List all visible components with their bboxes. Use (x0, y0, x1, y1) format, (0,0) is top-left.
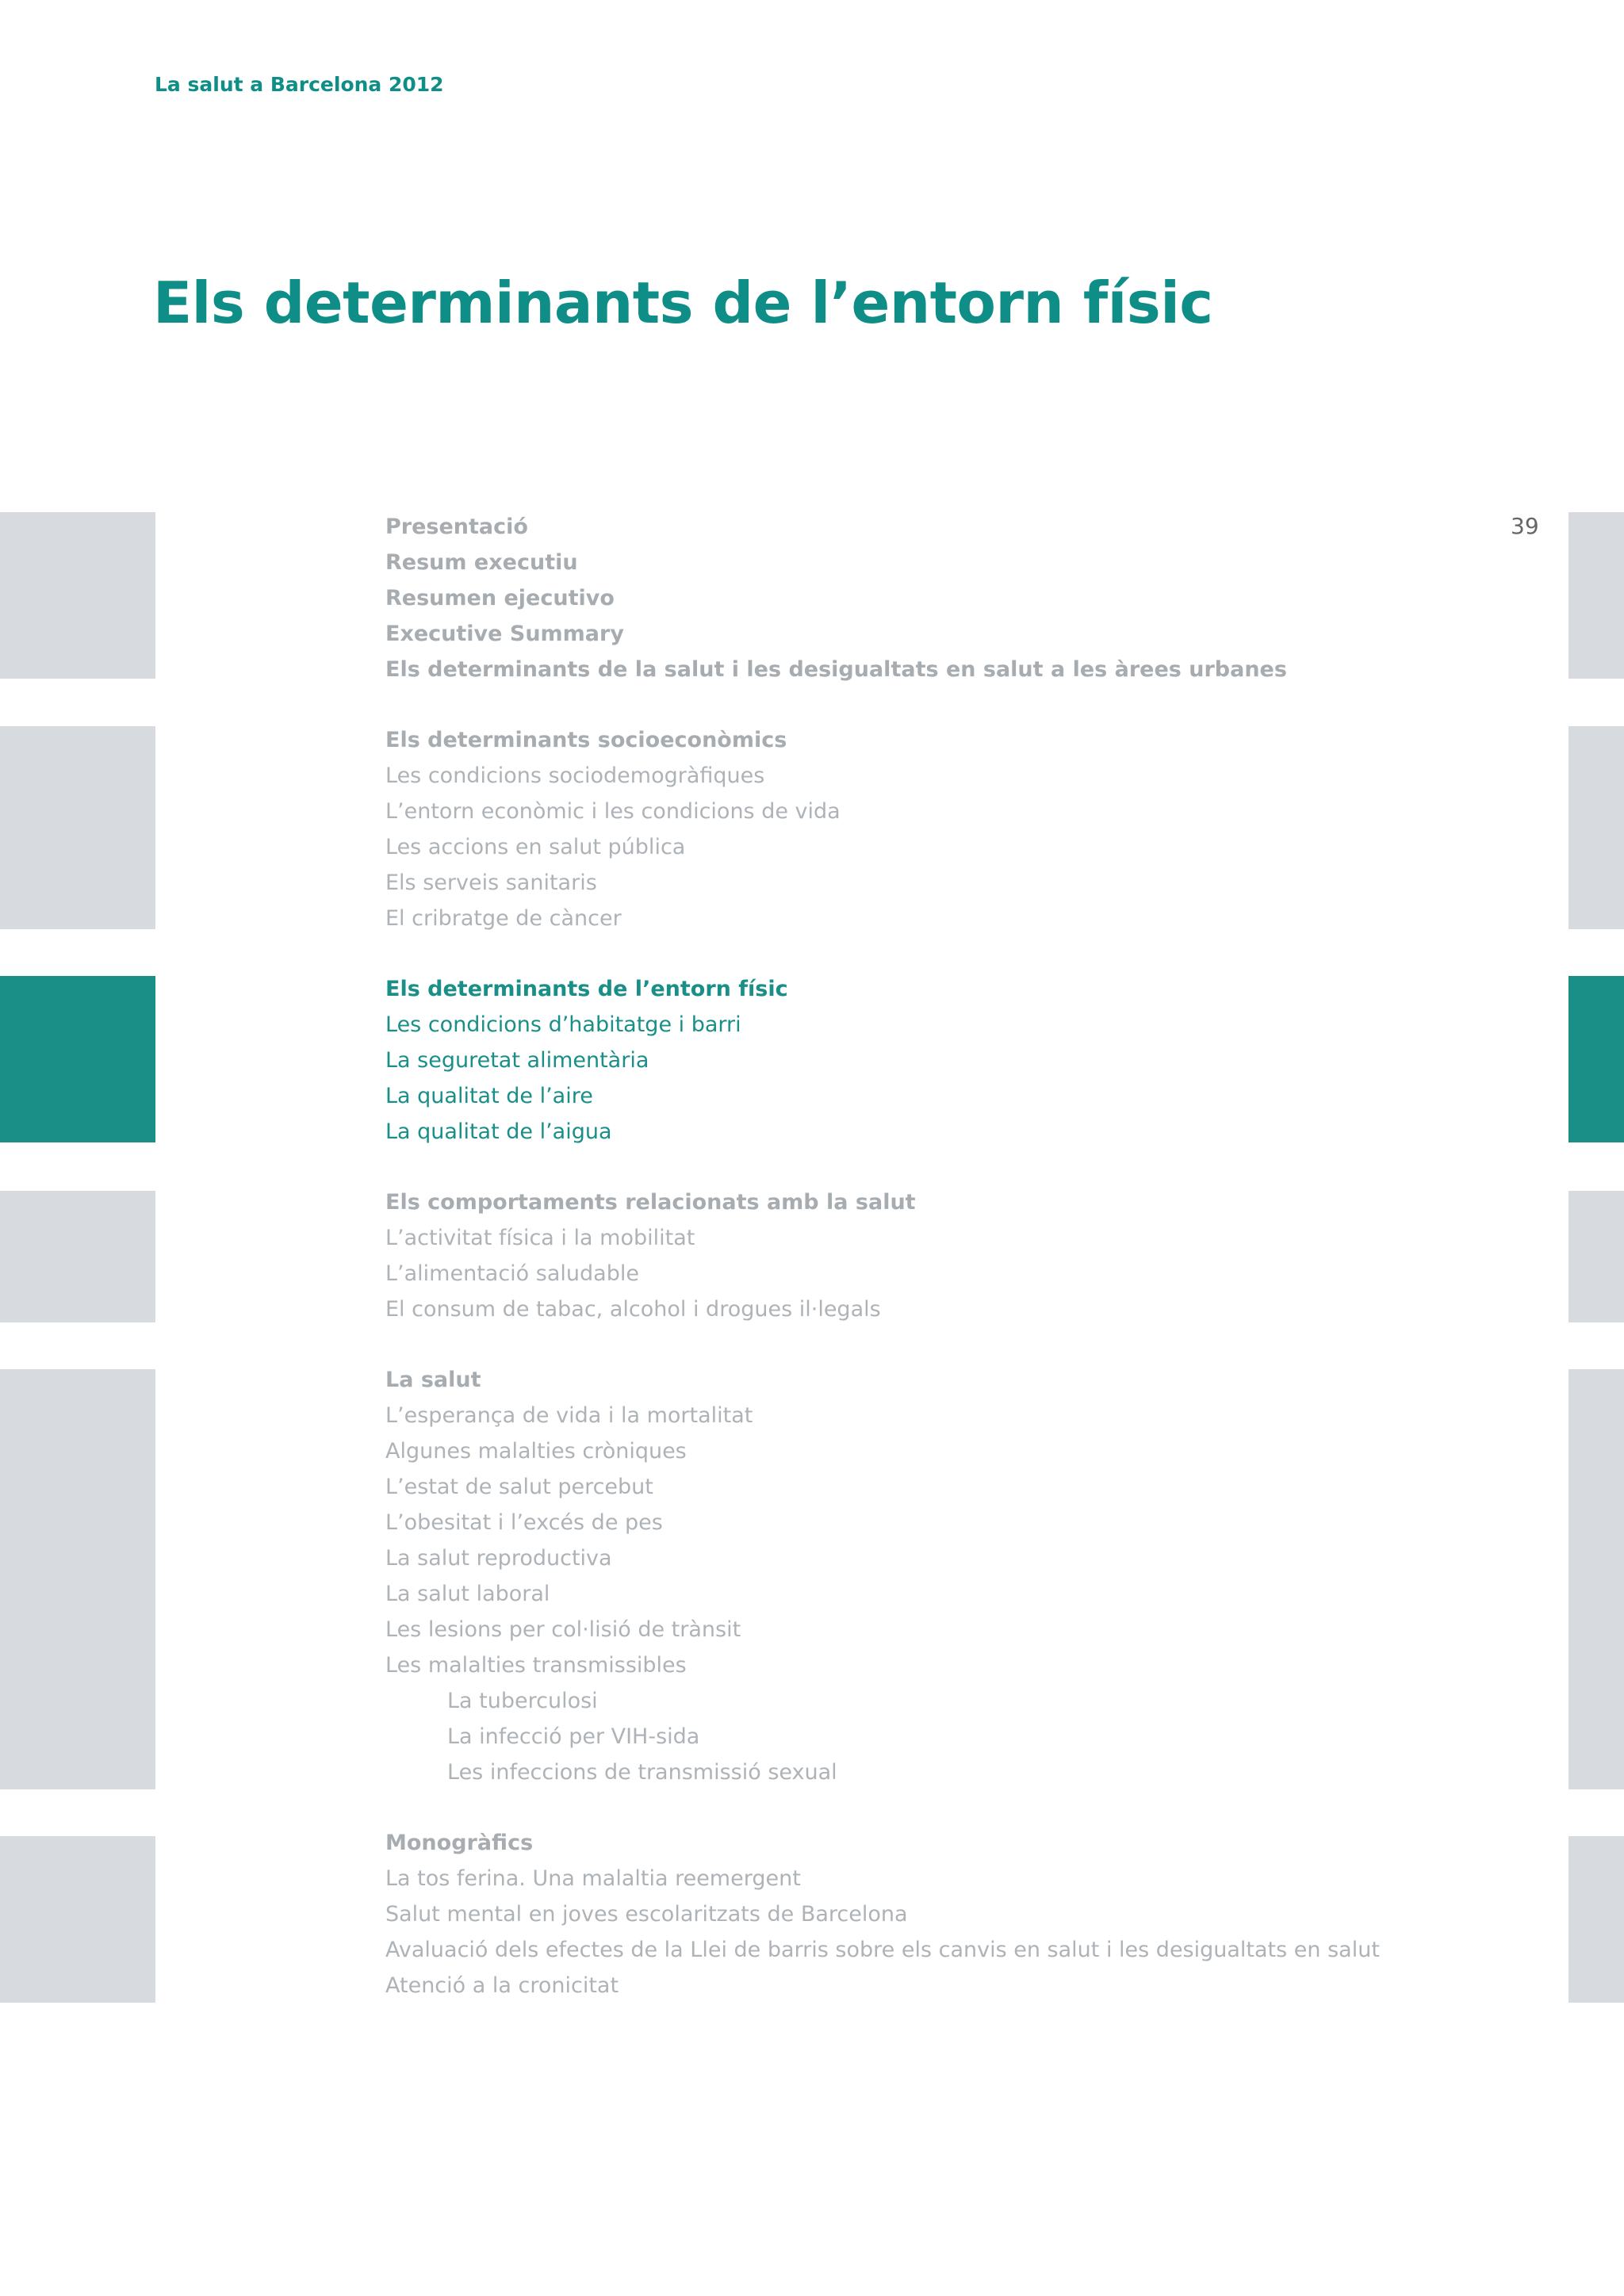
toc-item[interactable]: Atenció a la cronicitat (385, 1973, 619, 1998)
toc-section-heading[interactable]: Monogràfics (385, 1831, 534, 1855)
toc-item[interactable]: L’obesitat i l’excés de pes (385, 1510, 663, 1535)
toc-item[interactable]: El consum de tabac, alcohol i drogues il·legals (385, 1297, 881, 1322)
toc-item[interactable]: Avaluació dels efectes de la Llei de barris sobre els canvis en salut i les desigualtats en salut (385, 1938, 1380, 1962)
running-header: La salut a Barcelona 2012 (155, 73, 444, 96)
toc-item[interactable]: La tos ferina. Una malaltia reemergent (385, 1866, 801, 1891)
table-of-contents (385, 509, 1559, 2038)
toc-group-physical-environment (385, 971, 1559, 1150)
grid-pattern-left-mono (0, 1836, 155, 2003)
toc-section-heading[interactable]: Els comportaments relacionats amb la salut (385, 1190, 916, 1215)
toc-section-heading-current[interactable]: Els determinants de l’entorn físic (385, 977, 788, 1001)
toc-item[interactable]: La qualitat de l’aigua (385, 1119, 612, 1144)
toc-item[interactable]: L’activitat física i la mobilitat (385, 1226, 695, 1250)
page-number: 39 (1511, 513, 1539, 539)
toc-item[interactable]: El cribratge de càncer (385, 906, 622, 931)
toc-item[interactable]: La salut laboral (385, 1582, 550, 1606)
toc-item-determinants-salut[interactable]: Els determinants de la salut i les desigualtats en salut a les àrees urbanes (385, 657, 1287, 682)
toc-group-socioeconomic (385, 722, 1559, 936)
toc-item[interactable]: Els serveis sanitaris (385, 871, 597, 895)
grid-pattern-right-health (1568, 1369, 1624, 1789)
grid-pattern-right-behaviour (1568, 1191, 1624, 1322)
toc-item[interactable]: La qualitat de l’aire (385, 1084, 593, 1108)
toc-subitem[interactable]: Les infeccions de transmissió sexual (447, 1760, 837, 1785)
toc-item[interactable]: L’estat de salut percebut (385, 1475, 653, 1499)
toc-item[interactable]: La seguretat alimentària (385, 1048, 649, 1073)
grid-pattern-left-physical (0, 976, 155, 1142)
grid-pattern-right-physical (1568, 976, 1624, 1142)
grid-pattern-right-mono (1568, 1836, 1624, 2003)
chapter-title: Els determinants de l’entorn físic (153, 270, 1213, 336)
grid-pattern-left-health (0, 1369, 155, 1789)
toc-item[interactable]: L’entorn econòmic i les condicions de vida (385, 799, 841, 824)
toc-item[interactable]: Les condicions d’habitatge i barri (385, 1012, 741, 1037)
toc-group-health (385, 1362, 1559, 1790)
toc-item[interactable]: Les lesions per col·lisió de trànsit (385, 1617, 741, 1642)
toc-group-intro (385, 509, 1559, 687)
toc-item-resum-executiu[interactable]: Resum executiu (385, 550, 578, 575)
grid-pattern-left-behaviour (0, 1191, 155, 1322)
toc-subitem[interactable]: La infecció per VIH-sida (447, 1724, 700, 1749)
toc-group-behaviour (385, 1184, 1559, 1327)
grid-pattern-left-intro (0, 512, 155, 679)
toc-item[interactable]: Algunes malalties cròniques (385, 1439, 687, 1464)
toc-item[interactable]: L’alimentació saludable (385, 1261, 639, 1286)
toc-item-presentacio[interactable]: Presentació (385, 515, 528, 539)
grid-pattern-right-intro (1568, 512, 1624, 679)
toc-item-resumen-ejecutivo[interactable]: Resumen ejecutivo (385, 586, 615, 610)
toc-item[interactable]: La salut reproductiva (385, 1546, 612, 1571)
grid-pattern-left-socio (0, 726, 155, 929)
toc-item[interactable]: Les condicions sociodemogràfiques (385, 763, 765, 788)
toc-item[interactable]: Salut mental en joves escolaritzats de Barcelona (385, 1902, 908, 1927)
toc-item-executive-summary[interactable]: Executive Summary (385, 622, 624, 646)
toc-subitem[interactable]: La tuberculosi (447, 1689, 598, 1713)
toc-section-heading[interactable]: La salut (385, 1368, 481, 1392)
toc-item[interactable]: Les malalties transmissibles (385, 1653, 687, 1678)
toc-item[interactable]: Les accions en salut pública (385, 835, 686, 859)
toc-group-monographs (385, 1825, 1559, 2003)
toc-section-heading[interactable]: Els determinants socioeconòmics (385, 728, 787, 752)
grid-pattern-right-socio (1568, 726, 1624, 929)
toc-item[interactable]: L’esperança de vida i la mortalitat (385, 1403, 753, 1428)
